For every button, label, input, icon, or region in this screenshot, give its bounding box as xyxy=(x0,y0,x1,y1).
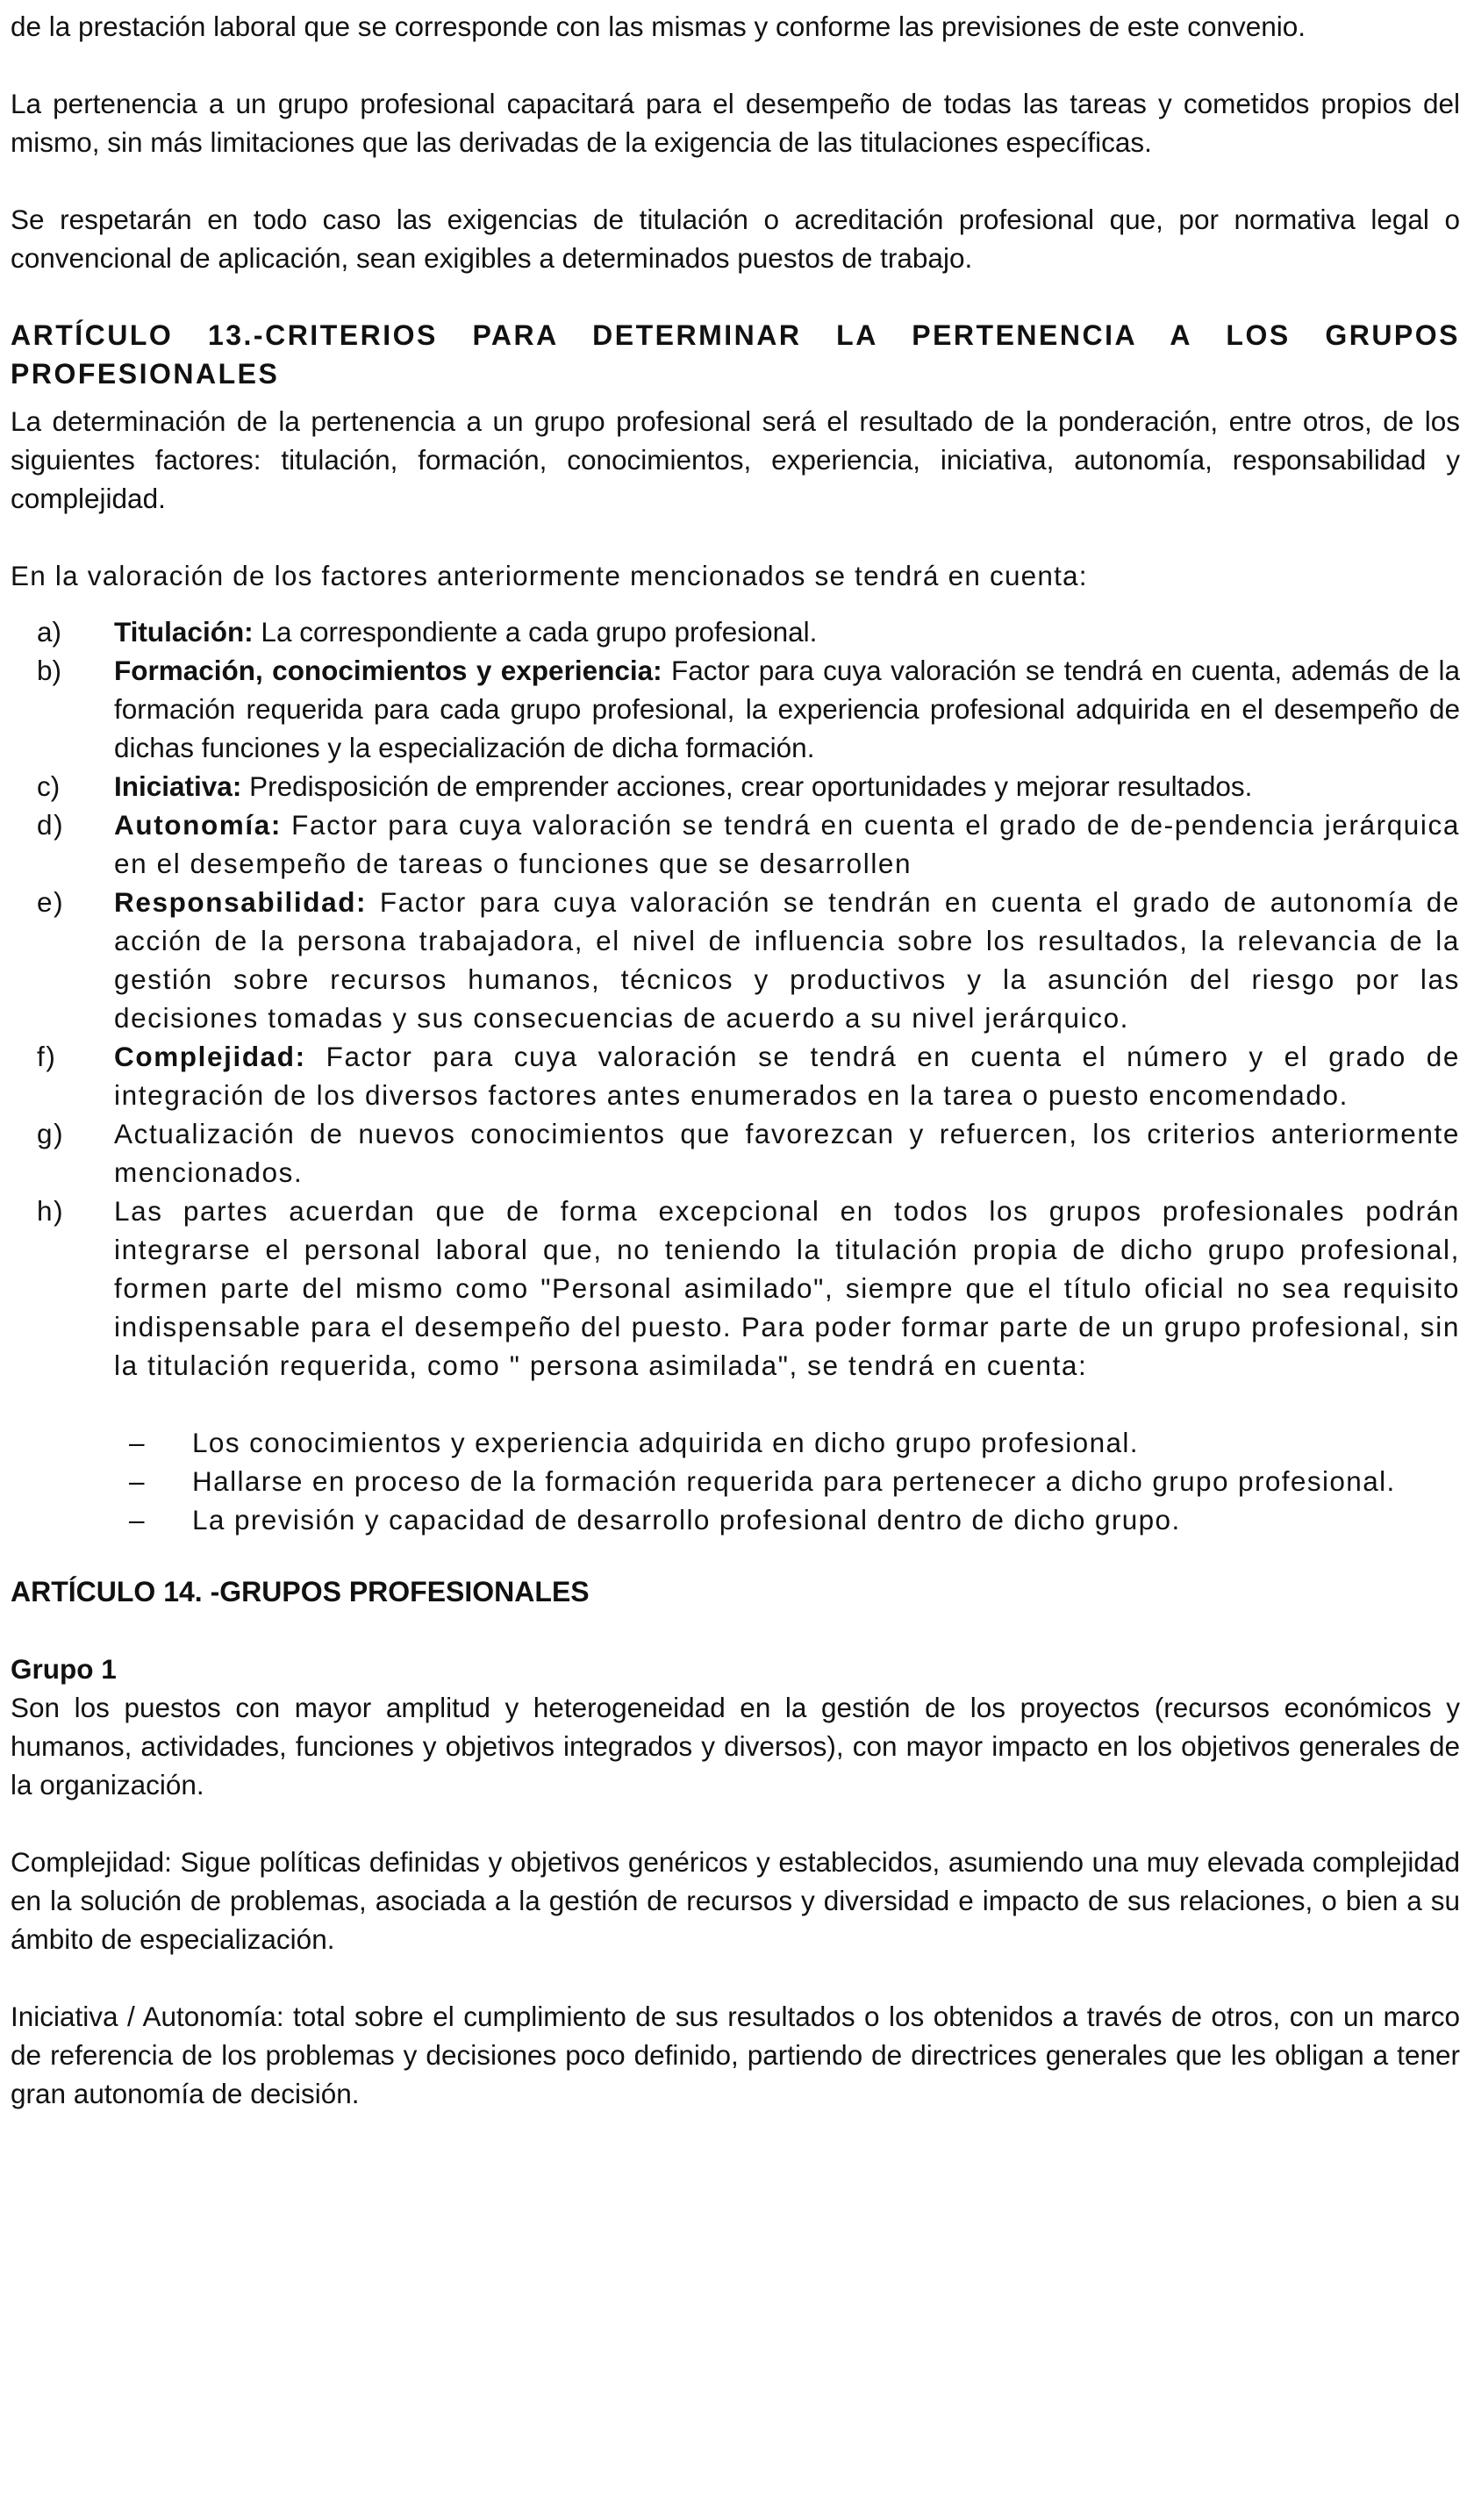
dash-marker: – xyxy=(129,1465,146,1497)
list-marker: c) xyxy=(37,770,61,802)
list-item-text: Las partes acuerdan que de forma excepcional en todos los grupos profesionales podrán integrarse el personal laboral que, no teniendo la titulación propia de dicho grupo profesional, formen parte del mismo como "Personal asimilado", siempre que el título oficial no sea requisito indispensable para el desempeño del puesto. Para poder formar parte de un grupo profesional, sin la titulación requerida, como " persona asimilada", se tendrá en cuenta: xyxy=(114,1195,1460,1381)
list-marker: d) xyxy=(37,809,65,841)
list-item-text: Factor para cuya valoración se tendrá en cuenta, además de la formación requerida para cada grupo profesional, la experiencia profesional adquirida en el desempeño de dichas funciones y la especialización de dicha formación. xyxy=(114,655,1460,763)
list-item-term: Formación, conocimientos y experiencia: xyxy=(114,655,662,686)
dash-item-text: Los conocimientos y experiencia adquirida en dicho grupo profesional. xyxy=(192,1427,1139,1458)
dash-item-text: La previsión y capacidad de desarrollo profesional dentro de dicho grupo. xyxy=(192,1504,1181,1536)
article-13-heading: ARTÍCULO 13.-CRITERIOS PARA DETERMINAR LA PERTENENCIA A LOS GRUPOS PROFESIONALES xyxy=(11,319,1460,390)
factors-list xyxy=(11,612,1460,1385)
list-marker: g) xyxy=(37,1118,65,1149)
dash-marker: – xyxy=(129,1427,146,1458)
list-marker: e) xyxy=(37,886,65,918)
list-item-text: Factor para cuya valoración se tendrán en cuenta el grado de autonomía de acción de la persona trabajadora, el nivel de influencia sobre los resultados, la relevancia de la gestión sobre recursos humanos, técnicos y productivos y la asunción del riesgo por las decisiones tomadas y sus consecuencias de acuerdo a su nivel jerárquico. xyxy=(114,886,1460,1034)
list-item xyxy=(11,883,1460,1037)
list-item xyxy=(11,1037,1460,1114)
list-marker: h) xyxy=(37,1195,65,1227)
list-item-term: Titulación: xyxy=(114,616,254,648)
list-item-term: Iniciativa: xyxy=(114,770,242,802)
list-item-text: Actualización de nuevos conocimientos que favorezcan y refuercen, los criterios anteriormente mencionados. xyxy=(114,1118,1460,1188)
article-14-heading: ARTÍCULO 14. -GRUPOS PROFESIONALES xyxy=(11,1576,590,1607)
list-item-text: La correspondiente a cada grupo profesional. xyxy=(253,616,818,648)
article-13-paragraph-2: En la valoración de los factores anteriormente mencionados se tendrá en cuenta: xyxy=(11,560,1088,591)
requirements-dash-list xyxy=(11,1423,1460,1539)
list-item xyxy=(11,805,1460,883)
list-item xyxy=(11,767,1460,805)
list-item-term: Autonomía: xyxy=(114,809,282,841)
list-item xyxy=(11,1114,1460,1192)
list-item xyxy=(11,612,1460,651)
list-item xyxy=(11,1192,1460,1385)
dash-item-text: Hallarse en proceso de la formación requerida para pertenecer a dicho grupo profesional. xyxy=(192,1465,1396,1497)
intro-paragraph-2: La pertenencia a un grupo profesional capacitará para el desempeño de todas las tareas y cometidos propios del mismo, sin más limitaciones que las derivadas de la exigencia de las titulaciones específicas. xyxy=(11,88,1460,158)
dash-marker: – xyxy=(129,1504,146,1536)
group-1-paragraph-3: Iniciativa / Autonomía: total sobre el cumplimiento de sus resultados o los obtenidos a través de otros, con un marco de referencia de los problemas y decisiones poco definido, partiendo de directrices generales que les obligan a tener gran autonomía de decisión. xyxy=(11,2001,1460,2109)
document-page xyxy=(11,0,1460,2113)
list-item-text: Factor para cuya valoración se tendrá en cuenta el grado de de-pendencia jerárquica en el desempeño de tareas o funciones que se desarrollen xyxy=(114,809,1460,879)
group-1-paragraph-2: Complejidad: Sigue políticas definidas y objetivos genéricos y establecidos, asumiendo una muy elevada complejidad en la solución de problemas, asociada a la gestión de recursos y diversidad e impacto de sus relaciones, o bien a su ámbito de especialización. xyxy=(11,1846,1460,1955)
intro-paragraph-1: de la prestación laboral que se corresponde con las mismas y conforme las previsiones de este convenio. xyxy=(11,11,1306,42)
list-marker: b) xyxy=(37,655,62,686)
dash-item xyxy=(11,1500,1460,1539)
intro-paragraph-3: Se respetarán en todo caso las exigencias de titulación o acreditación profesional que, por normativa legal o convencional de aplicación, sean exigibles a determinados puestos de trabajo. xyxy=(11,204,1460,274)
dash-item xyxy=(11,1423,1460,1462)
list-item-text: Factor para cuya valoración se tendrá en cuenta el número y el grado de integración de los diversos factores antes enumerados en la tarea o puesto encomendado. xyxy=(114,1041,1460,1111)
list-marker: f) xyxy=(37,1041,57,1072)
list-item-term: Responsabilidad: xyxy=(114,886,368,918)
list-item xyxy=(11,651,1460,767)
list-marker: a) xyxy=(37,616,62,648)
dash-item xyxy=(11,1462,1460,1500)
article-13-paragraph-1: La determinación de la pertenencia a un grupo profesional será el resultado de la ponderación, entre otros, de los siguientes factores: titulación, formación, conocimientos, experiencia, iniciativa, autonomía, responsabilidad y complejidad. xyxy=(11,405,1460,514)
list-item-text: Predisposición de emprender acciones, crear oportunidades y mejorar resultados. xyxy=(241,770,1253,802)
list-item-term: Complejidad: xyxy=(114,1041,306,1072)
group-1-paragraph-1: Son los puestos con mayor amplitud y heterogeneidad en la gestión de los proyectos (recursos económicos y humanos, actividades, funciones y objetivos integrados y diversos), con mayor impacto en los objetivos generales de la organización. xyxy=(11,1692,1460,1801)
group-1-heading: Grupo 1 xyxy=(11,1653,117,1685)
